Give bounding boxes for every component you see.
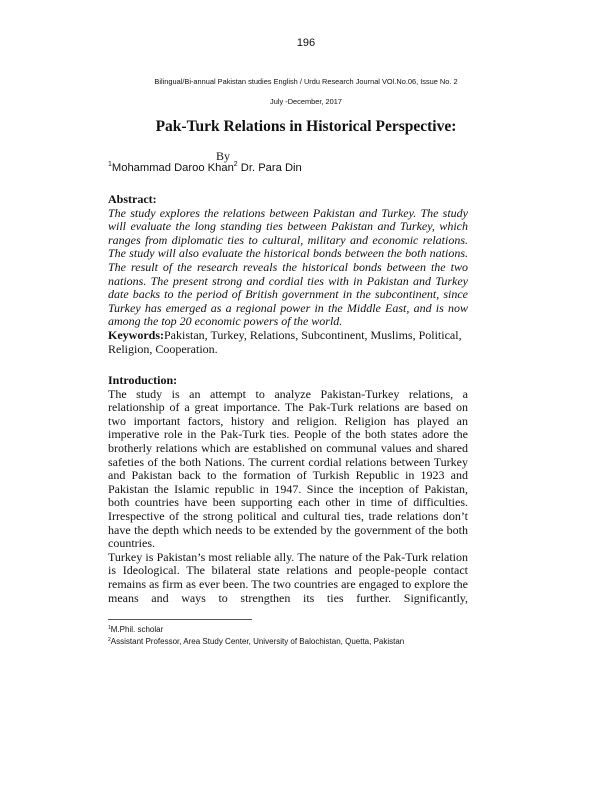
issue-date: July -December, 2017 [270, 97, 342, 106]
abstract-text: The study explores the relations between Pakistan and Turkey. The study will evaluate the long standing ties between Pakistan and Turkey, which ranges from diplomatic ties to cultural, military and economic relations. The study will also evaluate the historical bonds between the both nations. The result of the research reveals the historical bonds between the two nations. The present strong and cordial ties with in Pakistan and Turkey date backs to the period of British government in the subcontinent, since Turkey has emerged as a regional power in the Middle East, and is now among the top 20 economic powers of the world. [108, 205, 468, 329]
author-line [108, 162, 302, 174]
footnote-text: Assistant Professor, Area Study Center, University of Balochistan, Quetta, Pakistan [110, 637, 405, 646]
introduction-heading: Introduction: [108, 373, 178, 387]
footnote-marker: 2 [108, 637, 111, 643]
journal-header: Bilingual/Bi-annual Pakistan studies English / Urdu Research Journal VOl.No.06, Issue No. 2 [154, 77, 458, 86]
footnote-marker: 1 [108, 625, 111, 631]
author-name: Dr. Para Din [237, 162, 302, 174]
footnote-divider [108, 619, 252, 620]
author-marker: 2 [233, 161, 238, 168]
author-marker: 1 [108, 161, 112, 168]
page-number: 196 [296, 37, 316, 49]
introduction-paragraph: The study is an attempt to analyze Pakistan-Turkey relations, a relationship of a great importance. The Pak-Turk relations are based on two important factors, history and religion. Religion has played an imperative role in the Pak-Turk ties. People of the both states adore the brotherly relations which are established on communal values and shared safeties of the both Nations. The current cordial relations between Turkey and Pakistan back to the formation of Turkish Republic in 1923 and Pakistan the Islamic republic in 1947. Since the inception of Pakistan, both countries have been supporting each other in time of difficulties. Irrespective of the strong political and cultural ties, trade relations don’t have the depth which needs to be extended by the government of the both countries. [108, 386, 468, 551]
introduction-section [108, 374, 468, 605]
author-name: Mohammad Daroo Khan [111, 162, 234, 174]
abstract-section [108, 193, 468, 356]
footnote-text: M.Phil. scholar [110, 625, 164, 634]
footnote [108, 625, 163, 634]
keywords [108, 329, 468, 356]
abstract-heading: Abstract: [108, 192, 157, 206]
footnote [108, 637, 404, 646]
article-title: Pak-Turk Relations in Historical Perspective: [155, 118, 457, 135]
keywords-text: Pakistan, Turkey, Relations, Subcontinent, Muslims, Political, Religion, Cooperation. [108, 327, 462, 356]
by-label: By [216, 149, 231, 163]
introduction-paragraph: Turkey is Pakistan’s most reliable ally. The nature of the Pak-Turk relation is Ideological. The bilateral state relations and people-people contact remains as firm as ever been. The two countries are engaged to explore the means and ways to strengthen its ties further. Significantly, [108, 549, 468, 605]
keywords-label: Keywords: [108, 327, 164, 342]
